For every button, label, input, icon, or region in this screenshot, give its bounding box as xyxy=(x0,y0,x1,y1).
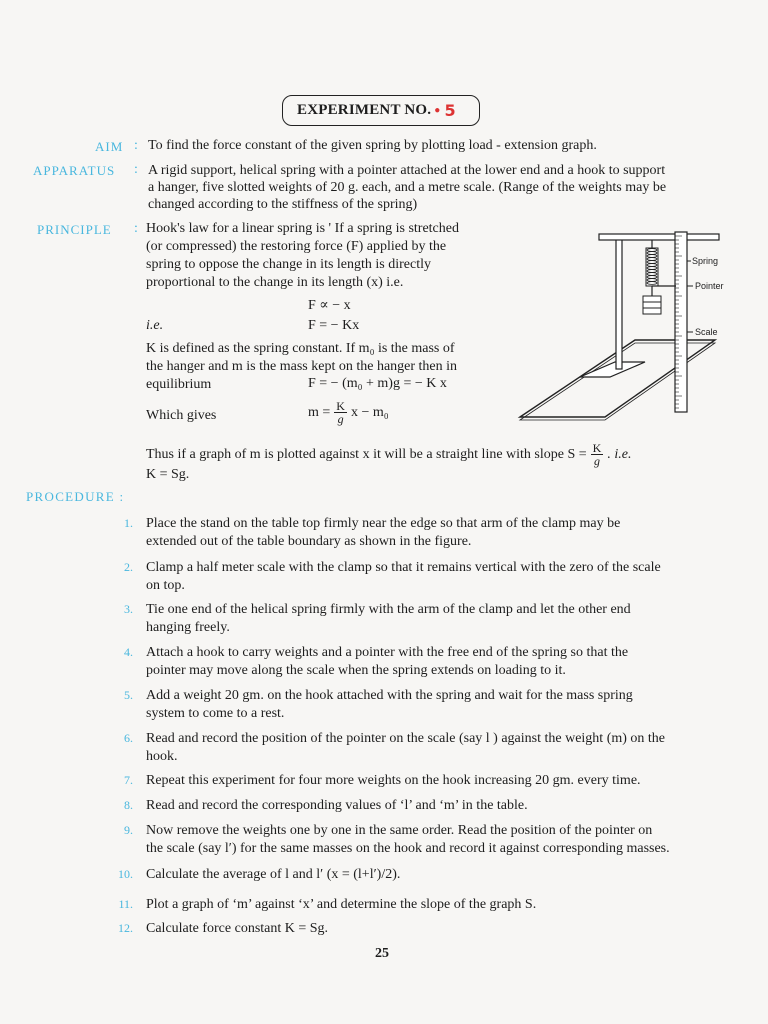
graph-statement xyxy=(146,442,631,467)
spring-apparatus-diagram xyxy=(515,222,740,422)
pointer-label: Pointer xyxy=(695,281,724,291)
experiment-title-text: EXPERIMENT NO. xyxy=(297,102,432,118)
equation-mass xyxy=(308,400,389,425)
step-text-line: Plot a graph of ‘m’ against ‘x’ and determine the slope of the graph S. xyxy=(146,897,537,912)
step-text-line: pointer may move along the scale when the spring extends on loading to it. xyxy=(146,663,566,678)
experiment-title xyxy=(282,95,480,126)
step-number: 6. xyxy=(124,731,133,745)
step-text-line: Calculate the average of l and l′ (x = (l+l′)/2). xyxy=(146,867,401,882)
step-number: 11. xyxy=(118,897,133,911)
slotted-weight-3 xyxy=(643,308,661,314)
step-text-line: Add a weight 20 gm. on the hook attached with the spring and wait for the mass spring xyxy=(146,688,633,703)
step-text-line: on top. xyxy=(146,578,185,593)
equation-mass-right: x − m₀ xyxy=(350,404,389,420)
slope-fraction-numerator: K xyxy=(592,441,602,455)
procedure-label: PROCEDURE : xyxy=(26,489,125,504)
step-number: 3. xyxy=(124,602,133,616)
clamp-arm xyxy=(599,234,719,240)
step-text-line: hook. xyxy=(146,749,178,764)
principle-line-1: Hook's law for a linear spring is ' If a spring is stretched xyxy=(146,221,459,236)
apparatus-colon: : xyxy=(134,162,138,177)
apparatus-line-2: a hanger, five slotted weights of 20 g. each, and a metre scale. (Range of the weights may be xyxy=(148,180,667,195)
step-number: 12. xyxy=(118,921,133,935)
red-dot-mark: ● xyxy=(434,105,441,116)
apparatus-line-1: A rigid support, helical spring with a pointer attached at the lower end and a hook to support xyxy=(148,163,666,178)
fraction-k-over-g xyxy=(334,400,347,425)
definition-line-3: equilibrium xyxy=(146,377,212,392)
step-text-line: Attach a hook to carry weights and a pointer with the free end of the spring so that the xyxy=(146,645,629,660)
principle-colon: : xyxy=(134,221,138,236)
slope-fraction-denominator: g xyxy=(594,454,600,468)
principle-line-2: (or compressed) the restoring force (F) applied by the xyxy=(146,239,447,254)
graph-statement-ie: . i.e. xyxy=(607,446,632,462)
page-number: 25 xyxy=(375,946,389,961)
step-text-line: hanging freely. xyxy=(146,620,230,635)
stand-rod xyxy=(616,236,622,369)
definition-line-2: the hanger and m is the mass kept on the hanger then in xyxy=(146,359,458,374)
spring-label: Spring xyxy=(692,256,719,266)
slope-fraction xyxy=(591,442,604,467)
aim-text: To find the force constant of the given spring by plotting load - extension graph. xyxy=(148,138,597,153)
step-number: 7. xyxy=(124,773,133,787)
step-text-line: the scale (say l′) for the same masses on the hook and record it against corresponding masses. xyxy=(146,841,670,856)
step-text-line: Repeat this experiment for four more weights on the hook increasing 20 gm. every time. xyxy=(146,773,641,788)
step-number: 9. xyxy=(124,823,133,837)
fraction-numerator: K xyxy=(336,399,345,413)
equation-mass-left: m = xyxy=(308,404,331,420)
principle-line-4: proportional to the change in its length (x) i.e. xyxy=(146,275,404,290)
principle-line-3: spring to oppose the change in its length is directly xyxy=(146,257,432,272)
equation-proportional: F ∝ − x xyxy=(308,298,351,313)
slotted-weight-2 xyxy=(643,302,661,308)
step-text-line: extended out of the table boundary as shown in the figure. xyxy=(146,534,472,549)
step-number: 4. xyxy=(124,645,133,659)
slotted-weight-1 xyxy=(643,296,661,302)
step-number: 2. xyxy=(124,560,133,574)
ie-label: i.e. xyxy=(146,318,164,333)
step-number: 10. xyxy=(118,867,133,881)
step-text-line: system to come to a rest. xyxy=(146,706,285,721)
equation-hooke: F = − Kx xyxy=(308,318,360,333)
principle-label: PRINCIPLE xyxy=(37,222,112,237)
step-text-line: Calculate force constant K = Sg. xyxy=(146,921,329,936)
metre-scale xyxy=(675,232,687,412)
apparatus-line-3: changed according to the stiffness of the spring) xyxy=(148,197,418,212)
step-number: 5. xyxy=(124,688,133,702)
step-number: 1. xyxy=(124,516,133,530)
step-text-line: Read and record the position of the pointer on the scale (say l ) against the weight (m) on the xyxy=(146,731,666,746)
step-text-line: Now remove the weights one by one in the same order. Read the position of the pointer on xyxy=(146,823,653,838)
graph-statement-text: Thus if a graph of m is plotted against x it will be a straight line with slope S = xyxy=(146,446,587,462)
experiment-number: 5 xyxy=(444,101,456,120)
which-gives-text: Which gives xyxy=(146,408,217,423)
apparatus-label: APPARATUS xyxy=(33,163,116,178)
step-text-line: Clamp a half meter scale with the clamp so that it remains vertical with the zero of the scale xyxy=(146,560,661,575)
step-text-line: Read and record the corresponding values of ‘l’ and ‘m’ in the table. xyxy=(146,798,528,813)
aim-label: AIM xyxy=(95,139,124,154)
fraction-denominator: g xyxy=(337,412,344,426)
step-text-line: Tie one end of the helical spring firmly with the arm of the clamp and let the other end xyxy=(146,602,631,617)
scale-label: Scale xyxy=(695,327,718,337)
k-equals-sg: K = Sg. xyxy=(146,467,190,482)
step-number: 8. xyxy=(124,798,133,812)
aim-colon: : xyxy=(134,138,138,153)
definition-line-1: K is defined as the spring constant. If m₀ is the mass of xyxy=(146,341,455,356)
equation-equilibrium: F = − (m₀ + m)g = − K x xyxy=(308,376,447,391)
step-text-line: Place the stand on the table top firmly near the edge so that arm of the clamp may be xyxy=(146,516,621,531)
